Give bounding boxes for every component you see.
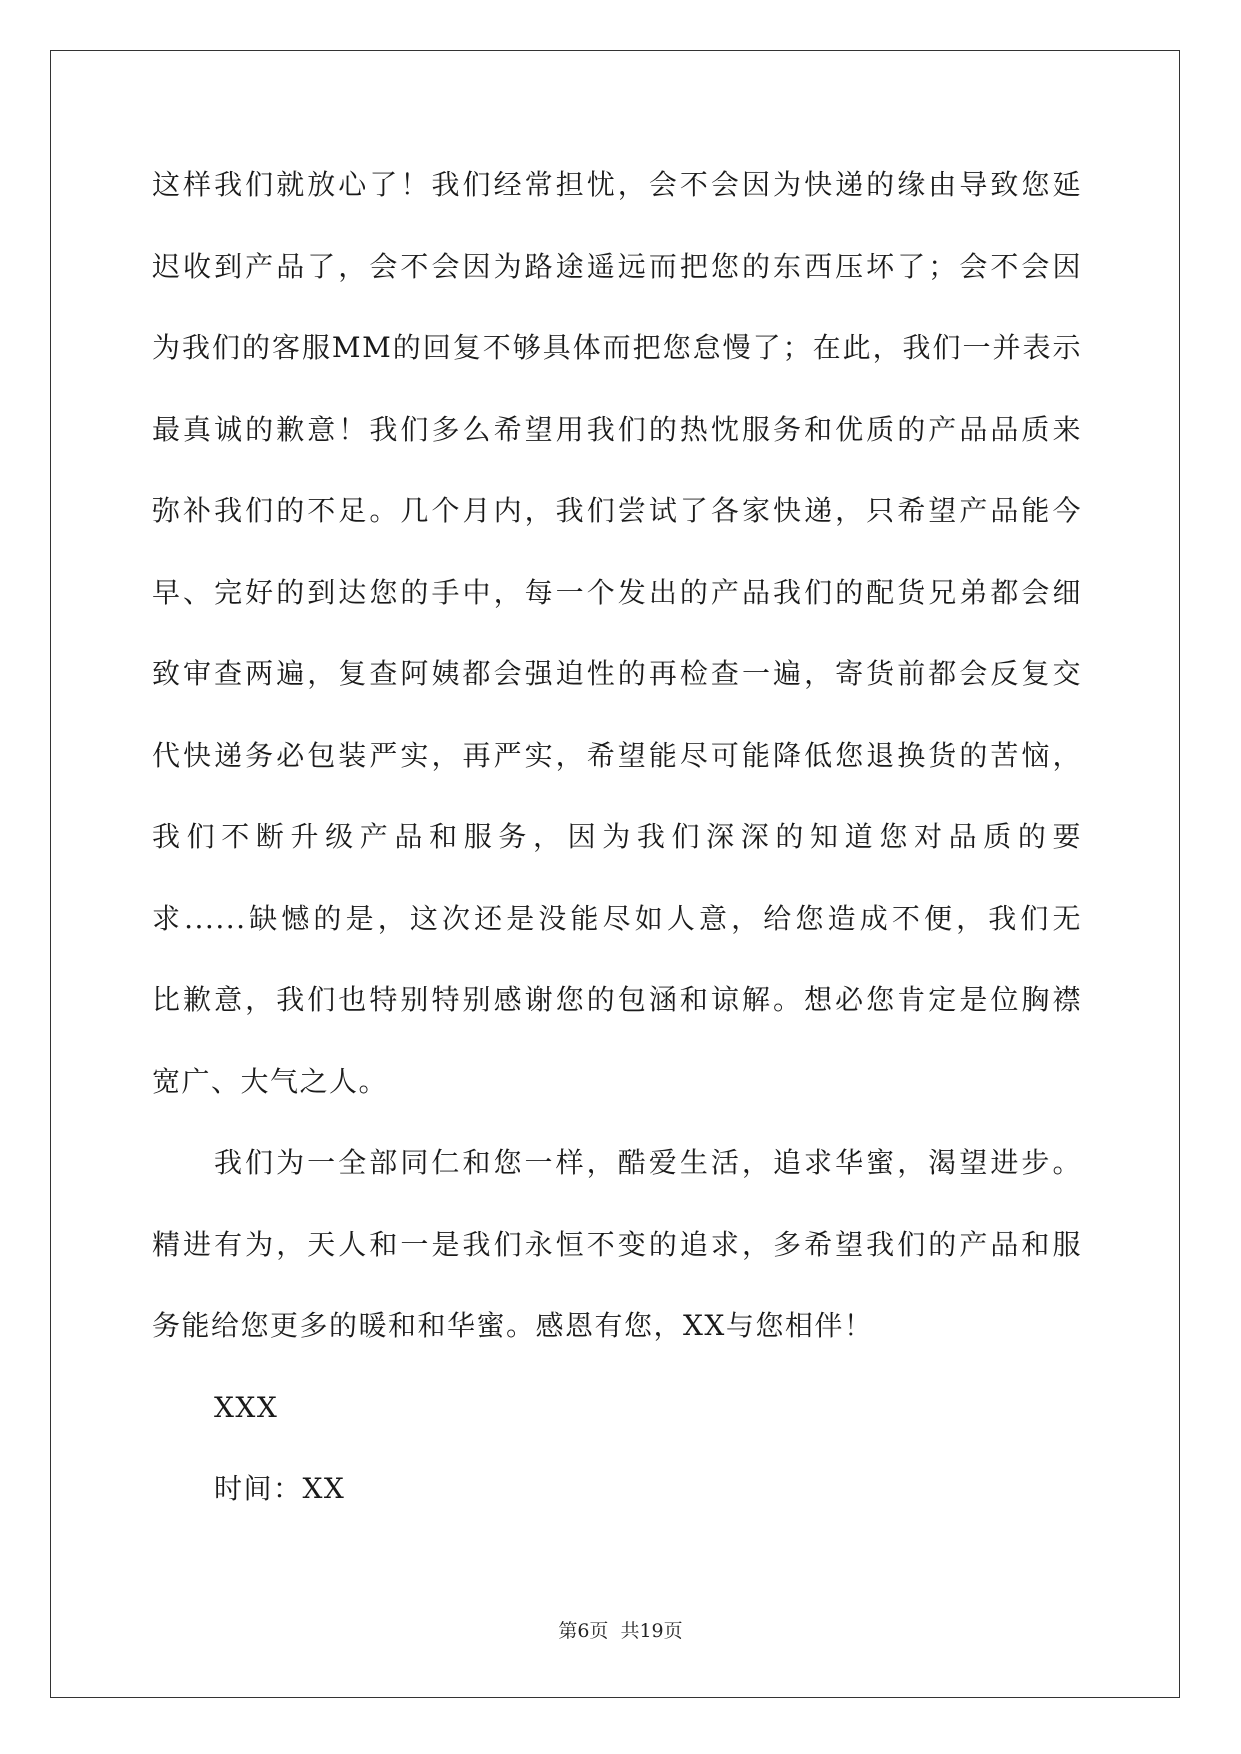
text-line: 我们为一全部同仁和您一样，酷爱生活，追求华蜜，渴望进步。 bbox=[214, 1146, 1082, 1179]
text-line: 这样我们就放心了！我们经常担忧，会不会因为快递的缘由导致您延 bbox=[152, 168, 1082, 201]
document-body bbox=[152, 160, 1082, 1546]
paragraph-1 bbox=[152, 160, 1082, 1138]
text-line: 宽广、大气之人。 bbox=[152, 1064, 389, 1098]
text-line: 为我们的客服MM的回复不够具体而把您怠慢了；在此，我们一并表示 bbox=[152, 331, 1082, 364]
page-total: 共19页 bbox=[620, 1620, 683, 1642]
text-line: 致审查两遍，复查阿姨都会强迫性的再检查一遍，寄货前都会反复交 bbox=[152, 657, 1082, 690]
page-number: 第6页 bbox=[558, 1620, 609, 1642]
text-line: 代快递务必包装严实，再严实，希望能尽可能降低您退换货的苦恼， bbox=[152, 738, 1082, 772]
text-line: 比歉意，我们也特别特别感谢您的包涵和谅解。想必您肯定是位胸襟 bbox=[152, 983, 1082, 1016]
page-footer bbox=[0, 1616, 1241, 1643]
text-line: 最真诚的歉意！我们多么希望用我们的热忱服务和优质的产品品质来 bbox=[152, 412, 1082, 446]
signature: XXX bbox=[214, 1390, 279, 1424]
text-line: 务能给您更多的暖和和华蜜。感恩有您，XX与您相伴！ bbox=[152, 1309, 874, 1342]
text-line: 求......缺憾的是，这次还是没能尽如人意，给您造成不便，我们无 bbox=[152, 901, 1082, 935]
text-line: 弥补我们的不足。几个月内，我们尝试了各家快递，只希望产品能今 bbox=[152, 494, 1082, 527]
paragraph-2 bbox=[152, 1138, 1082, 1383]
text-line: 早、完好的到达您的手中，每一个发出的产品我们的配货兄弟都会细 bbox=[152, 575, 1082, 609]
text-line: 迟收到产品了，会不会因为路途遥远而把您的东西压坏了；会不会因 bbox=[152, 249, 1082, 283]
date-line: 时间：XX bbox=[214, 1472, 346, 1505]
text-line: 精进有为，天人和一是我们永恒不变的追求，多希望我们的产品和服 bbox=[152, 1227, 1082, 1261]
text-line: 我们不断升级产品和服务，因为我们深深的知道您对品质的要 bbox=[152, 820, 1082, 853]
